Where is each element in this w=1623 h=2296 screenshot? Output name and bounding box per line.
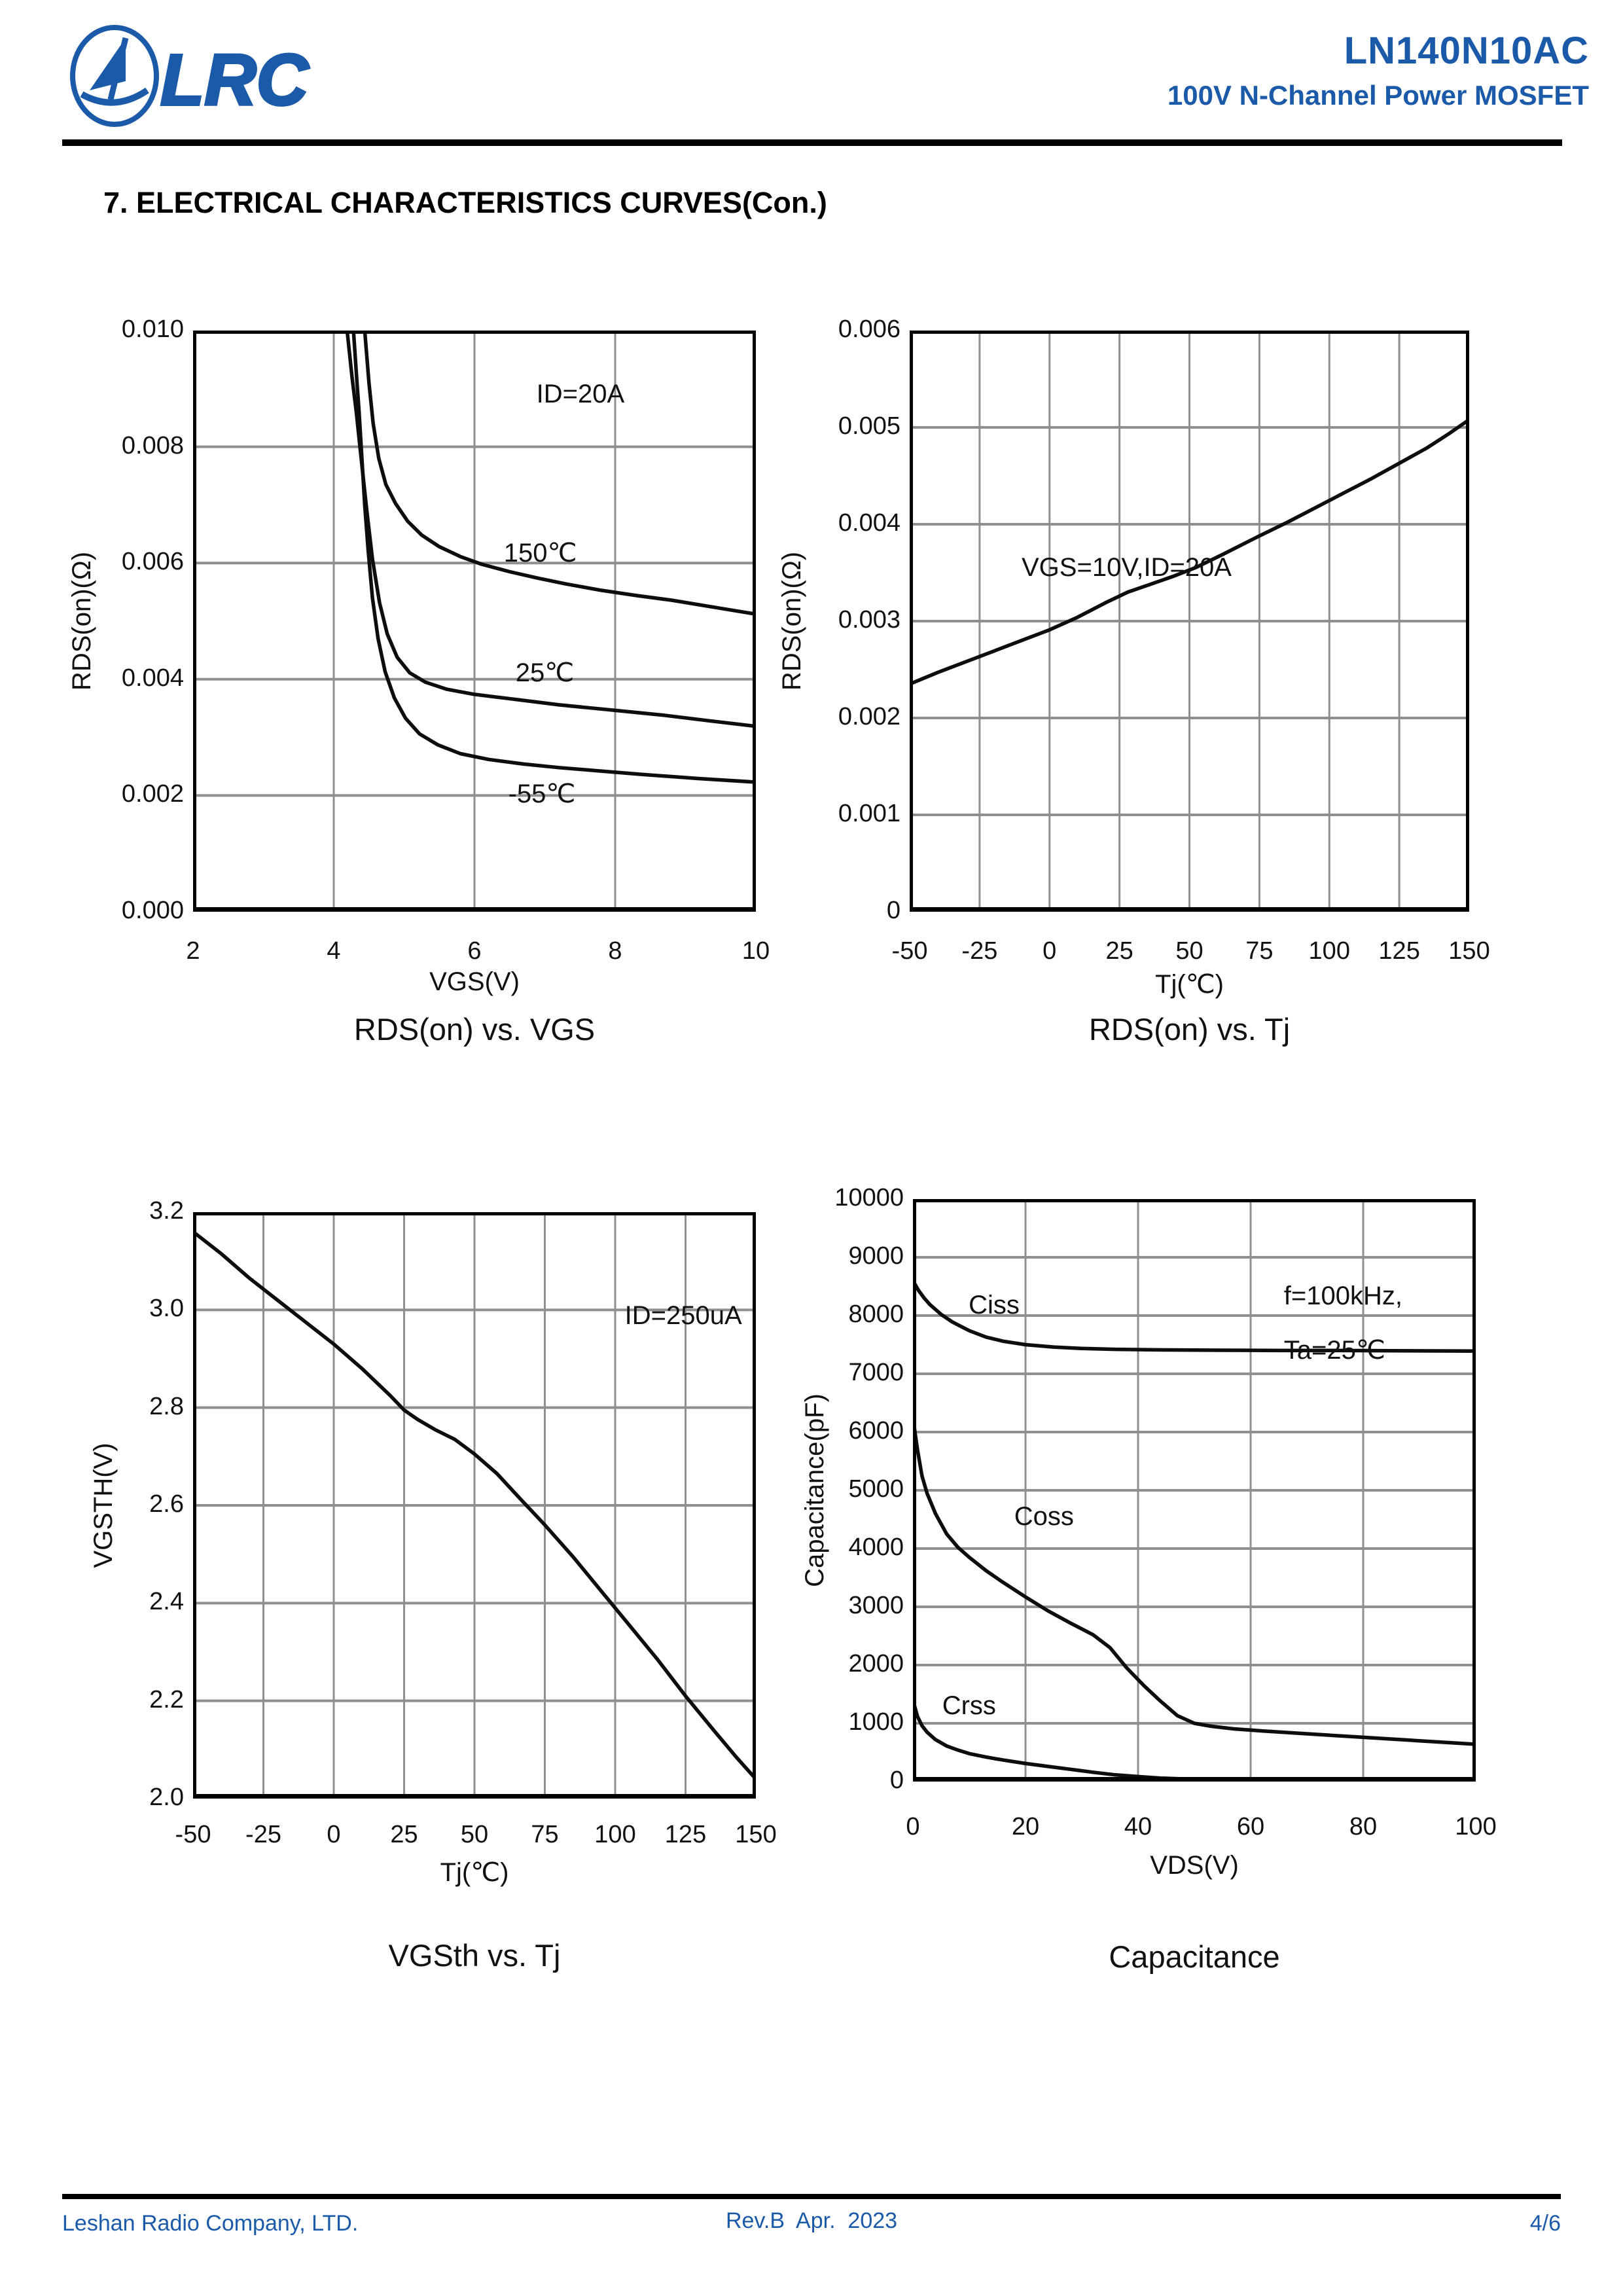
curve-150	[365, 331, 756, 614]
x-tick-label: 60	[1236, 1813, 1265, 1840]
x-tick-label: 0	[906, 1813, 920, 1840]
x-tick-label: 2	[186, 937, 200, 965]
x-tick-label: 100	[1308, 937, 1350, 965]
series-label: Coss	[1014, 1501, 1074, 1531]
y-tick-label: 9000	[848, 1242, 904, 1270]
header-divider	[62, 139, 1562, 146]
y-tick-label: 3.0	[149, 1295, 184, 1323]
plot-area	[193, 331, 756, 912]
x-tick-label: 75	[1245, 937, 1274, 965]
y-tick-label: 0.003	[838, 606, 901, 634]
y-tick-label: 0.004	[838, 509, 901, 537]
x-axis-title: VDS(V)	[1150, 1851, 1239, 1880]
footer-revision: Rev.B Apr. 2023	[725, 2208, 898, 2233]
plot-area	[910, 331, 1469, 912]
y-tick-label: 2.4	[149, 1588, 184, 1616]
y-tick-label: 5000	[848, 1475, 904, 1503]
y-tick-label: 2.8	[149, 1392, 184, 1420]
y-tick-label: 3.2	[149, 1197, 184, 1225]
y-tick-label: 2.0	[149, 1784, 184, 1811]
x-tick-label: 50	[1175, 937, 1204, 965]
y-tick-label: 0.000	[121, 897, 184, 924]
series-label: 150℃	[503, 539, 577, 568]
series-label: -55℃	[508, 779, 576, 808]
y-tick-label: 1000	[848, 1708, 904, 1736]
x-tick-label: -25	[245, 1821, 281, 1848]
x-tick-label: -25	[961, 937, 998, 965]
x-tick-label: 75	[531, 1821, 559, 1848]
y-tick-label: 0.008	[121, 431, 184, 459]
x-tick-label: 100	[1455, 1813, 1497, 1840]
x-tick-label: 125	[664, 1821, 707, 1848]
y-tick-label: 8000	[848, 1300, 904, 1328]
y-tick-label: 6000	[848, 1417, 904, 1444]
y-axis-title: RDS(on)(Ω)	[777, 551, 806, 691]
footer-page-number: 4/6	[1529, 2211, 1561, 2236]
y-tick-label: 4000	[848, 1534, 904, 1561]
x-tick-label: 40	[1124, 1813, 1152, 1840]
y-tick-label: 7000	[848, 1359, 904, 1386]
annotation: ID=250uA	[624, 1301, 742, 1331]
chart-title: VGSth vs. Tj	[388, 1938, 561, 1973]
series-label: 25℃	[515, 658, 575, 687]
x-tick-label: 125	[1378, 937, 1420, 965]
x-tick-label: 25	[1105, 937, 1133, 965]
chart-title: RDS(on) vs. Tj	[1088, 1012, 1291, 1047]
y-tick-label: 2.2	[149, 1685, 184, 1713]
y-tick-label: 0	[886, 897, 901, 924]
x-tick-label: 10	[741, 937, 770, 965]
y-tick-label: 0.004	[121, 664, 184, 692]
y-tick-label: 0.010	[121, 315, 184, 343]
chart-rdson-vs-vgs	[67, 315, 770, 1047]
y-tick-label: 2.6	[149, 1490, 184, 1518]
y-tick-label: 2000	[848, 1650, 904, 1677]
y-tick-label: 10000	[834, 1184, 904, 1211]
lrc-logo-graphic	[62, 24, 357, 128]
x-tick-label: 0	[327, 1821, 341, 1848]
lrc-logo	[62, 24, 357, 128]
x-tick-label: 20	[1011, 1813, 1040, 1840]
x-tick-label: 6	[467, 937, 482, 965]
part-number: LN140N10AC	[1344, 29, 1589, 72]
footer-divider	[62, 2194, 1561, 2199]
series-label: Ciss	[969, 1290, 1020, 1319]
y-tick-label: 0.002	[838, 703, 901, 730]
x-tick-label: 150	[735, 1821, 777, 1848]
y-tick-label: 0.006	[838, 315, 901, 343]
y-tick-label: 0.002	[121, 780, 184, 808]
part-description: 100V N-Channel Power MOSFET	[1167, 80, 1589, 111]
curve-Coss	[913, 1418, 1476, 1744]
annotation: f=100kHz,	[1283, 1282, 1402, 1311]
annotation: VGS=10V,ID=20A	[1022, 553, 1232, 583]
x-axis-title: Tj(℃)	[440, 1858, 509, 1887]
y-tick-label: 0	[889, 1767, 904, 1794]
series-label: Crss	[942, 1691, 996, 1721]
y-tick-label: 0.001	[838, 800, 901, 827]
chart-capacitance	[800, 1184, 1497, 1974]
logo-text: LRC	[160, 40, 309, 120]
x-tick-label: 150	[1448, 937, 1490, 965]
x-tick-label: 0	[1043, 937, 1057, 965]
chart-rdson-vs-tj	[777, 315, 1490, 1047]
x-tick-label: 50	[460, 1821, 489, 1848]
y-axis-title: RDS(on)(Ω)	[67, 551, 96, 691]
y-axis-title: VGSTH(V)	[89, 1443, 118, 1568]
x-tick-label: 8	[608, 937, 622, 965]
x-axis-title: VGS(V)	[429, 967, 520, 996]
footer-company: Leshan Radio Company, LTD.	[62, 2211, 359, 2236]
annotation: Ta=25℃	[1283, 1336, 1385, 1365]
y-tick-label: 0.005	[838, 412, 901, 440]
x-tick-label: -50	[175, 1821, 211, 1848]
y-tick-label: 3000	[848, 1592, 904, 1619]
x-tick-label: 100	[594, 1821, 636, 1848]
chart-title: Capacitance	[1109, 1939, 1280, 1974]
x-tick-label: 80	[1349, 1813, 1378, 1840]
x-tick-label: -50	[891, 937, 928, 965]
section-title: 7. ELECTRICAL CHARACTERISTICS CURVES(Con.)	[103, 186, 827, 219]
x-axis-title: Tj(℃)	[1155, 970, 1224, 999]
annotation: ID=20A	[536, 379, 625, 408]
x-tick-label: 4	[327, 937, 341, 965]
chart-title: RDS(on) vs. VGS	[353, 1012, 596, 1047]
y-tick-label: 0.006	[121, 548, 184, 576]
y-axis-title: Capacitance(pF)	[800, 1393, 829, 1587]
x-tick-label: 25	[390, 1821, 418, 1848]
plot-area	[193, 1212, 756, 1799]
chart-vgsth-vs-tj	[89, 1197, 777, 1973]
